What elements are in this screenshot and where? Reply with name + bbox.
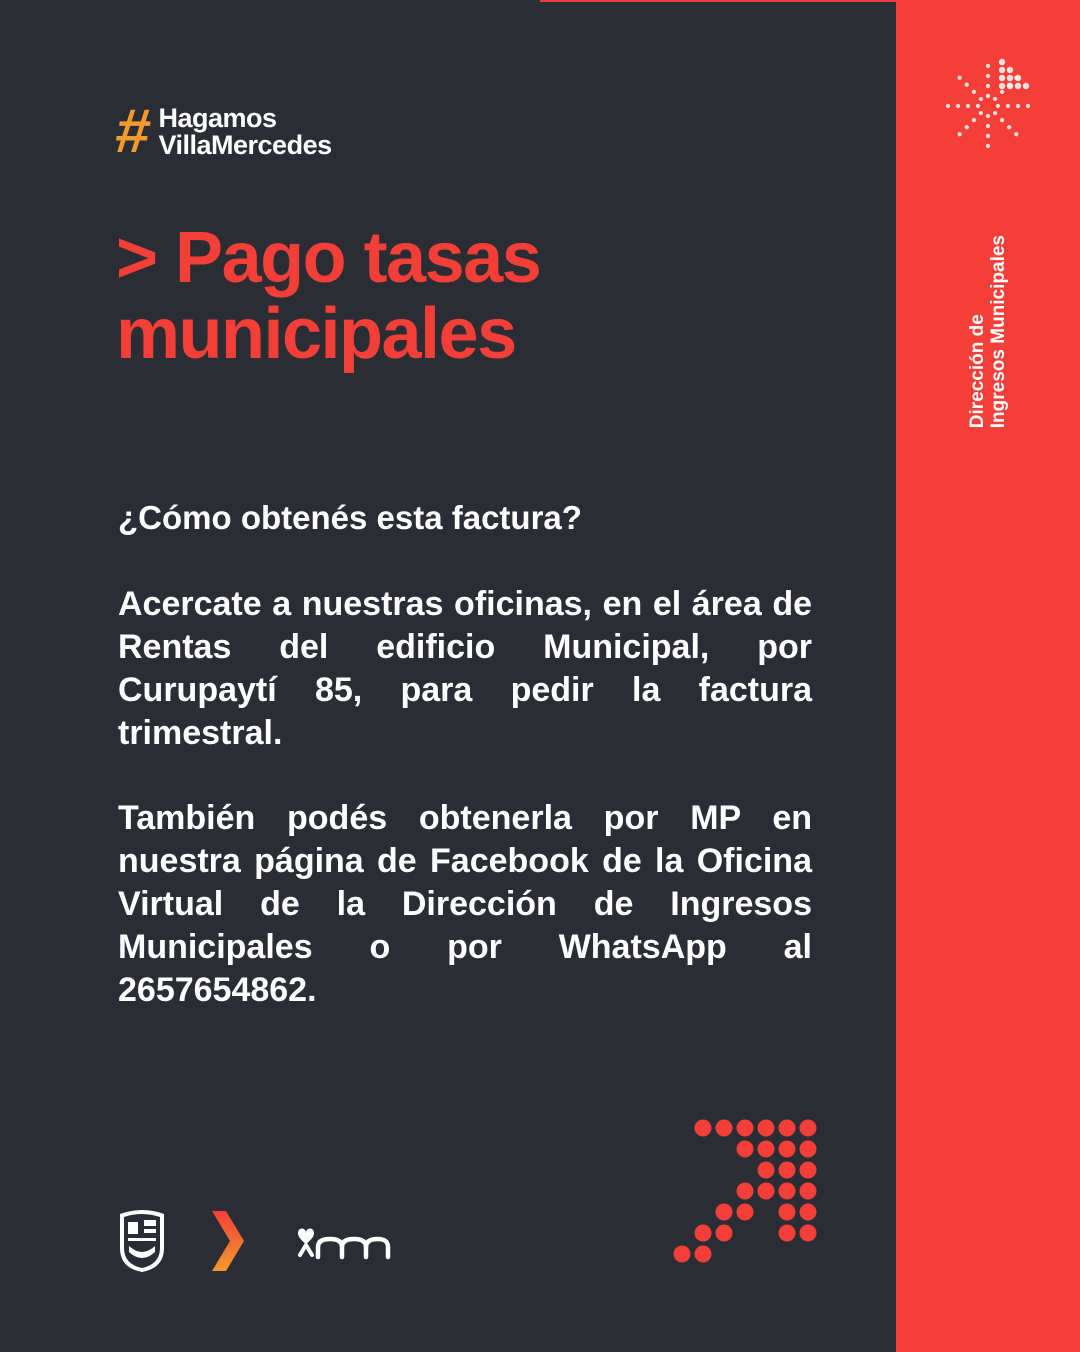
arrow-dot: [758, 1183, 775, 1200]
logo-dot: [965, 83, 969, 87]
hashtag-line2: VillaMercedes: [158, 130, 332, 160]
hash-icon: #: [112, 97, 153, 166]
hashtag-line1: Hagamos: [158, 103, 277, 133]
arrow-dot: [779, 1225, 796, 1242]
logo-dot: [1000, 118, 1004, 122]
logo-dot: [986, 124, 990, 128]
logo-dot: [972, 118, 976, 122]
logo-dot: [1015, 83, 1021, 89]
arrow-dot: [695, 1225, 712, 1242]
municipal-seal-icon: [116, 1208, 168, 1274]
logo-dot: [1016, 104, 1020, 108]
logo-dot: [999, 75, 1005, 81]
arrow-dot: [695, 1246, 712, 1263]
side-label-line2: Ingresos Municipales: [988, 234, 1009, 428]
arrow-dot: [800, 1162, 817, 1179]
logo-dot: [986, 74, 990, 78]
arrow-dot: [758, 1162, 775, 1179]
side-label-line1: Dirección de: [967, 313, 988, 428]
chevron-right-icon: [208, 1209, 248, 1273]
title-line1: > Pago tasas: [116, 218, 541, 298]
arrow-dot: [737, 1183, 754, 1200]
logo-dot: [1007, 125, 1011, 129]
arrow-dot: [800, 1225, 817, 1242]
logo-dot: [999, 83, 1005, 89]
arrow-dot: [779, 1120, 796, 1137]
arrow-dot: [779, 1204, 796, 1221]
side-label-text: [967, 235, 1009, 428]
question-heading: ¿Cómo obtenés esta factura?: [118, 499, 582, 536]
logo-dot: [956, 104, 960, 108]
arrow-dot: [800, 1183, 817, 1200]
logo-dot: [986, 94, 990, 98]
logo-dot: [1006, 104, 1010, 108]
logo-dot: [979, 111, 983, 115]
title-line2: municipales: [116, 294, 516, 374]
arrow-dot: [737, 1204, 754, 1221]
arrow-dot: [800, 1141, 817, 1158]
logo-dot: [1007, 75, 1013, 81]
logo-dot: [976, 104, 980, 108]
logo-dot: [958, 132, 962, 136]
logo-dot: [979, 97, 983, 101]
arrow-dot: [779, 1141, 796, 1158]
logo-dot: [1014, 132, 1018, 136]
logo-dot: [986, 114, 990, 118]
arrow-dot: [800, 1204, 817, 1221]
arrow-dot: [716, 1120, 733, 1137]
logo-dot: [1015, 75, 1021, 81]
logo-dot: [1026, 104, 1030, 108]
dotted-asterisk-arrow-icon: [940, 58, 1036, 154]
logo-dot: [946, 104, 950, 108]
arrow-dot: [800, 1120, 817, 1137]
arrow-dot: [737, 1141, 754, 1158]
arrow-dot: [737, 1120, 754, 1137]
arrow-dot: [695, 1120, 712, 1137]
logo-dot: [1007, 83, 1013, 89]
hashtag-text: [158, 105, 331, 159]
logo-dot: [958, 76, 962, 80]
vm-logo-icon: [292, 1221, 392, 1261]
top-accent-line: [540, 0, 896, 2]
logo-dot: [965, 125, 969, 129]
hashtag-brand: [112, 97, 332, 166]
logo-dot: [986, 84, 990, 88]
logo-dot: [999, 59, 1005, 65]
logo-dot: [993, 97, 997, 101]
logo-dot: [1007, 67, 1013, 73]
arrow-dot: [779, 1162, 796, 1179]
logo-dot: [986, 134, 990, 138]
paragraph-offices: Acercate a nuestras oficinas, en el área de Rentas del edificio Municipal, por Curupaytí 85, para pedir la factura trimestral.: [118, 585, 812, 752]
logo-dot: [966, 104, 970, 108]
logo-dot: [1000, 90, 1004, 94]
logo-dot: [999, 67, 1005, 73]
footer-logos: [116, 1206, 392, 1276]
arrow-dot: [716, 1225, 733, 1242]
logo-dot: [1023, 83, 1029, 89]
logo-dot: [996, 104, 1000, 108]
side-panel: [896, 0, 1080, 1352]
dotted-arrow-icon: [670, 1116, 826, 1272]
arrow-dot: [674, 1246, 691, 1263]
arrow-dot: [779, 1183, 796, 1200]
arrow-dot: [758, 1141, 775, 1158]
arrow-dot: [716, 1204, 733, 1221]
logo-dot: [986, 64, 990, 68]
paragraph-online: También podés obtenerla por MP en nuestra página de Facebook de la Oficina Virtual de la Dirección de Ingresos Municipales o por WhatsApp al 2657654862.: [118, 799, 812, 1009]
arrow-dot: [758, 1120, 775, 1137]
logo-dot: [993, 111, 997, 115]
side-label: [968, 198, 1008, 428]
page-title: [116, 220, 816, 372]
logo-dot: [986, 144, 990, 148]
logo-dot: [972, 90, 976, 94]
